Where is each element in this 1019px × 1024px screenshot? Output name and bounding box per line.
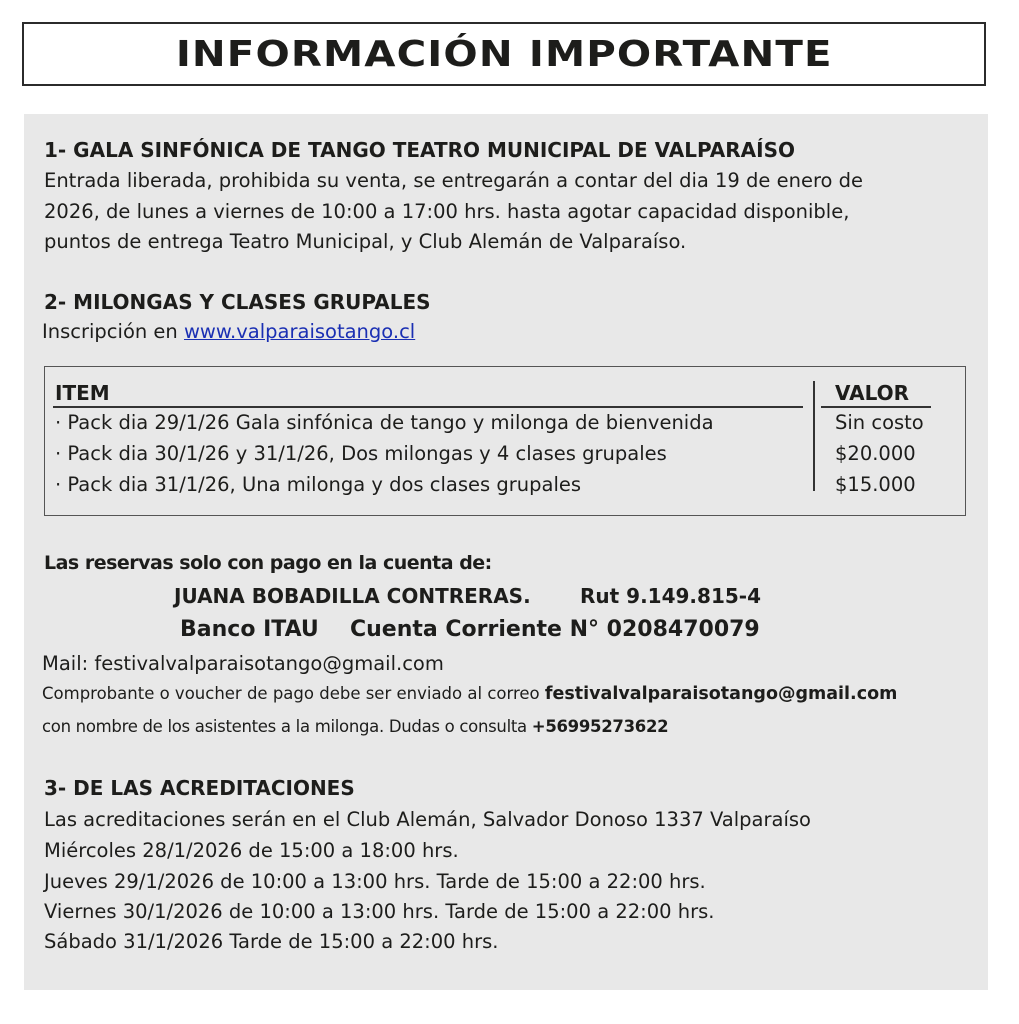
section1-line-2: 2026, de lunes a viernes de 10:00 a 17:00 hrs. hasta agotar capacidad disponible, bbox=[44, 200, 850, 223]
page-title: INFORMACIÓN IMPORTANTE bbox=[175, 33, 833, 75]
header-underline-valor bbox=[821, 406, 931, 408]
account-number: Cuenta Corriente N° 0208470079 bbox=[350, 617, 760, 642]
account-rut: Rut 9.149.815-4 bbox=[580, 584, 761, 608]
table-row-item: · Pack dia 30/1/26 y 31/1/26, Dos milongas y 4 clases grupales bbox=[55, 442, 667, 465]
names-line bbox=[42, 717, 668, 736]
website-link[interactable]: www.valparaisotango.cl bbox=[183, 320, 416, 343]
voucher-text: Comprobante o voucher de pago debe ser enviado al correo bbox=[42, 684, 545, 703]
section1-line-1: Entrada liberada, prohibida su venta, se entregarán a contar del dia 19 de enero de bbox=[44, 169, 864, 192]
table-row-item: · Pack dia 31/1/26, Una milonga y dos clases grupales bbox=[55, 473, 582, 496]
header-box bbox=[22, 22, 986, 86]
table-row-valor: Sin costo bbox=[835, 411, 924, 434]
voucher-email[interactable]: festivalvalparaisotango@gmail.com bbox=[544, 684, 898, 704]
inscription-label: Inscripción en bbox=[42, 320, 184, 343]
section1-line-3: puntos de entrega Teatro Municipal, y Club Alemán de Valparaíso. bbox=[44, 230, 687, 253]
column-divider bbox=[813, 381, 815, 491]
header-underline-item bbox=[53, 406, 803, 408]
accreditation-line: Miércoles 28/1/2026 de 15:00 a 18:00 hrs. bbox=[44, 839, 459, 862]
accreditation-line: Viernes 30/1/2026 de 10:00 a 13:00 hrs. Tarde de 15:00 a 22:00 hrs. bbox=[44, 900, 715, 923]
contact-mail: Mail: festivalvalparaisotango@gmail.com bbox=[42, 652, 444, 675]
table-row-valor: $20.000 bbox=[835, 442, 916, 465]
inscription-line bbox=[42, 317, 415, 347]
section1-heading: 1- GALA SINFÓNICA DE TANGO TEATRO MUNICIPAL DE VALPARAÍSO bbox=[44, 138, 796, 162]
contact-phone[interactable]: +56995273622 bbox=[531, 717, 669, 736]
account-holder: JUANA BOBADILLA CONTRERAS. bbox=[174, 584, 531, 608]
accreditation-line: Jueves 29/1/2026 de 10:00 a 13:00 hrs. Tarde de 15:00 a 22:00 hrs. bbox=[44, 870, 706, 893]
packs-table bbox=[44, 366, 966, 516]
table-row-item: · Pack dia 29/1/26 Gala sinfónica de tango y milonga de bienvenida bbox=[55, 411, 714, 434]
column-header-item: ITEM bbox=[55, 381, 110, 405]
accreditation-line: Las acreditaciones serán en el Club Alemán, Salvador Donoso 1337 Valparaíso bbox=[44, 808, 811, 831]
voucher-line bbox=[42, 684, 897, 704]
info-panel bbox=[24, 114, 988, 990]
column-header-valor: VALOR bbox=[835, 381, 910, 405]
section3-heading: 3- DE LAS ACREDITACIONES bbox=[44, 776, 355, 800]
table-row-valor: $15.000 bbox=[835, 473, 916, 496]
bank-name: Banco ITAU bbox=[180, 617, 319, 642]
section2-heading: 2- MILONGAS Y CLASES GRUPALES bbox=[44, 290, 431, 314]
payment-heading: Las reservas solo con pago en la cuenta de: bbox=[44, 552, 492, 574]
names-text: con nombre de los asistentes a la milonga. Dudas o consulta bbox=[42, 717, 532, 736]
accreditation-line: Sábado 31/1/2026 Tarde de 15:00 a 22:00 hrs. bbox=[44, 930, 499, 953]
